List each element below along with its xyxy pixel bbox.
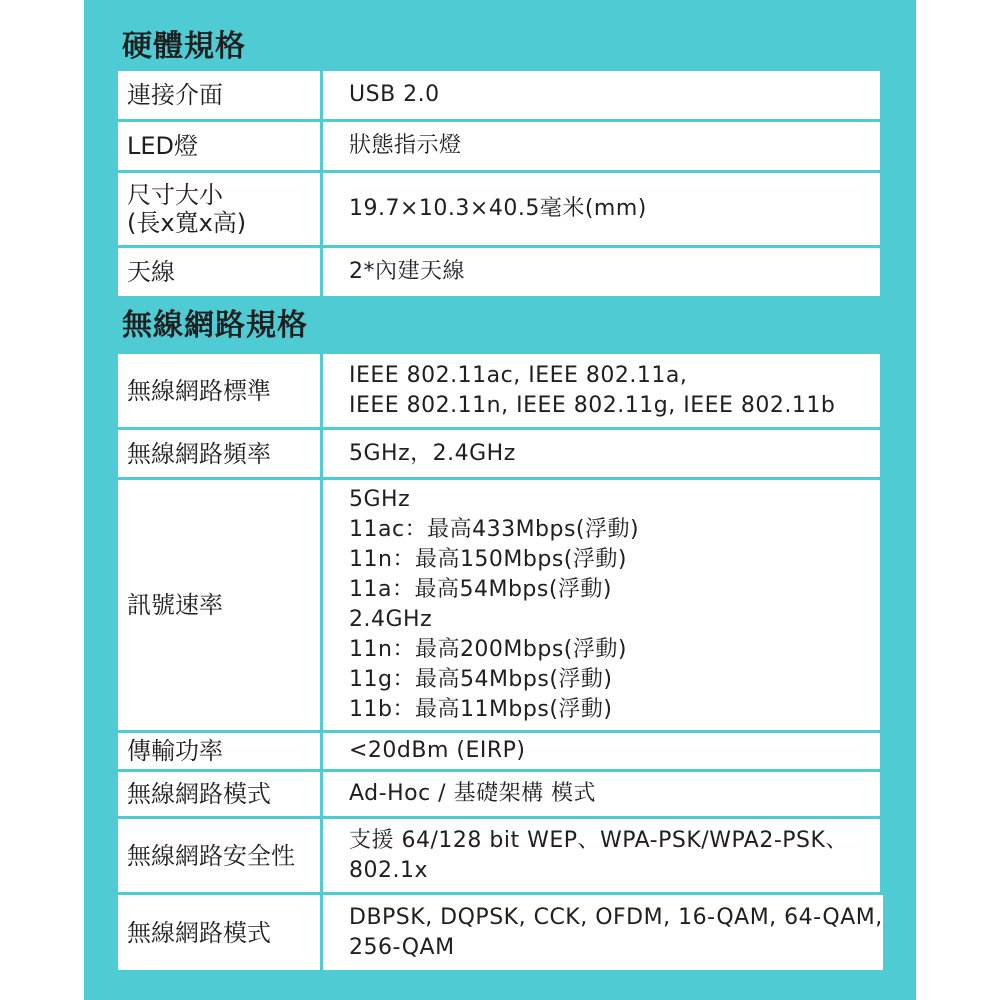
spec-row-security	[118, 819, 880, 892]
spec-value: 5GHz 11ac：最高433Mbps(浮動) 11n：最高150Mbps(浮動) 11a：最高54Mbps(浮動) 2.4GHz 11n：最高200Mbps(浮動) 11g：最高54Mbps(浮動) 11b：最高11Mbps(浮動)	[323, 480, 880, 730]
spec-label: 無線網路頻率	[118, 430, 320, 477]
spec-value: 19.7×10.3×40.5毫米(mm)	[323, 173, 880, 245]
spec-label: LED燈	[118, 122, 320, 170]
spec-label: 傳輸功率	[118, 733, 320, 769]
spec-value: USB 2.0	[323, 71, 880, 119]
spec-row-led	[118, 122, 880, 170]
spec-row-power	[118, 733, 880, 769]
spec-value: 2*內建天線	[323, 248, 880, 296]
spec-label: 尺寸大小 (長x寬x高)	[118, 173, 320, 245]
spec-value: 狀態指示燈	[323, 122, 880, 170]
spec-value: 支援 64/128 bit WEP、WPA-PSK/WPA2-PSK、 802.1x	[323, 819, 880, 892]
spec-label: 無線網路模式	[118, 772, 320, 816]
spec-row-modulation	[118, 895, 883, 970]
wireless-section-title: 無線網路規格	[122, 308, 308, 343]
spec-row-frequency	[118, 430, 880, 477]
spec-label: 訊號速率	[118, 480, 320, 730]
spec-row-antenna	[118, 248, 880, 296]
spec-row-dimensions	[118, 173, 880, 245]
spec-row-standard	[118, 354, 880, 427]
spec-value: DBPSK, DQPSK, CCK, OFDM, 16-QAM, 64-QAM, 256-QAM	[323, 895, 883, 970]
spec-label: 天線	[118, 248, 320, 296]
spec-label: 無線網路模式	[118, 895, 320, 970]
spec-label: 連接介面	[118, 71, 320, 119]
spec-label: 無線網路安全性	[118, 819, 320, 892]
spec-value: IEEE 802.11ac, IEEE 802.11a, IEEE 802.11n, IEEE 802.11g, IEEE 802.11b	[323, 354, 880, 427]
spec-value: 5GHz，2.4GHz	[323, 430, 880, 477]
spec-row-interface	[118, 71, 880, 119]
hardware-section-title: 硬體規格	[122, 29, 246, 64]
spec-value: Ad-Hoc / 基礎架構 模式	[323, 772, 880, 816]
spec-value: <20dBm (EIRP)	[323, 733, 880, 769]
spec-label: 無線網路標準	[118, 354, 320, 427]
spec-row-signal-rate	[118, 480, 880, 730]
spec-row-mode	[118, 772, 880, 816]
